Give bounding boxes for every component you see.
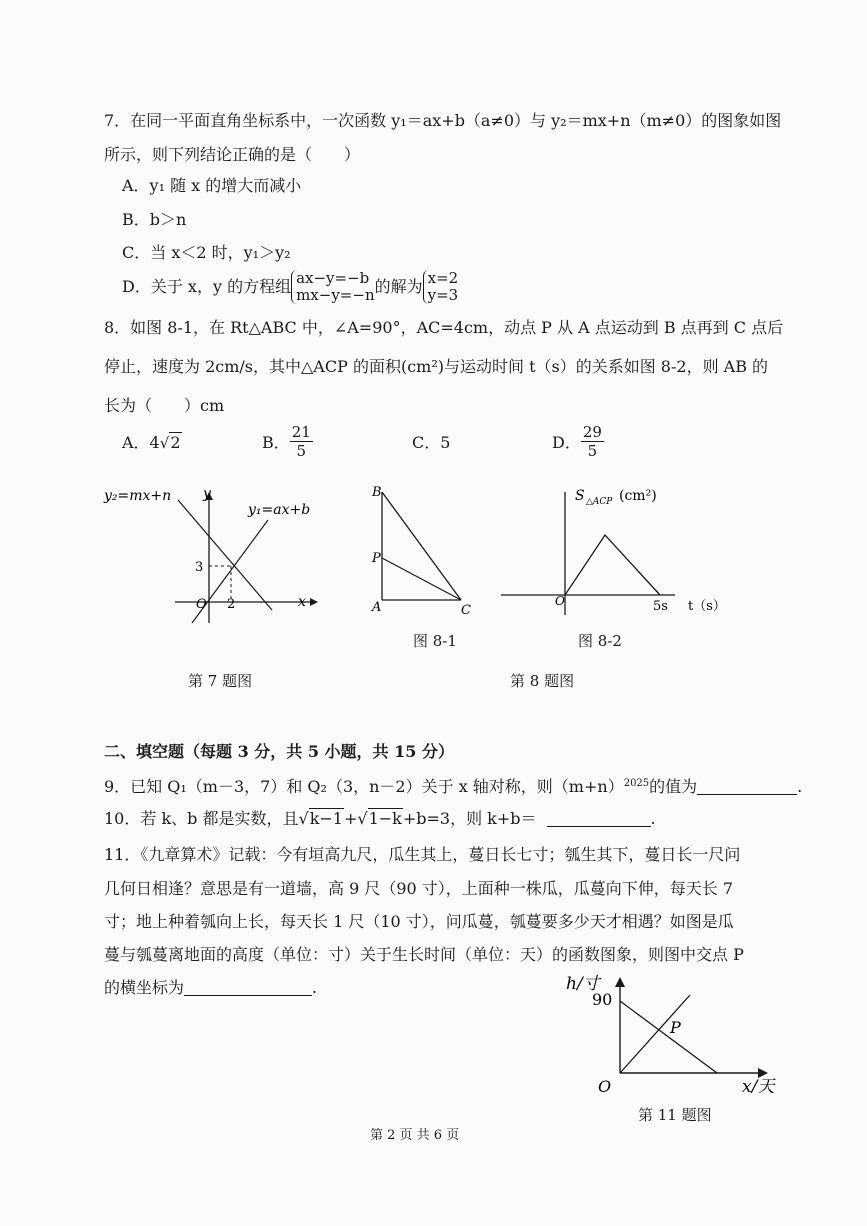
q8-stem-line3: 长为（ ）cm: [104, 396, 225, 415]
q10-tail: +b=3，则 k+b＝: [402, 809, 537, 828]
answer-blank-q9[interactable]: [697, 778, 797, 795]
q7-option-d-prefix: D．关于 x，y 的方程组: [122, 277, 292, 296]
question-9: [104, 774, 802, 797]
segment-pc: [382, 558, 461, 600]
label-s: S: [575, 488, 585, 504]
section-heading: 二、填空题（每题 3 分，共 5 小题，共 15 分）: [104, 742, 454, 761]
q11-line5: [104, 978, 317, 998]
label-2: 2: [227, 597, 236, 612]
q10-root1: k−1: [309, 809, 343, 828]
fig8-caption: 第 8 题图: [510, 672, 575, 690]
label-p: P: [372, 551, 381, 566]
solution-system: [423, 270, 459, 304]
q8-option-b: [262, 423, 313, 460]
q11-line5-text: 的横坐标为: [104, 978, 185, 997]
y-axis-arrow: [615, 977, 625, 987]
q8-option-d-prefix: D．: [552, 433, 581, 452]
label-y-axis: y: [203, 486, 211, 502]
equation-system: [291, 270, 375, 304]
q9-text: 9．已知 Q₁（m－3，7）和 Q₂（3，n－2）关于 x 轴对称，则（m+n）: [104, 777, 624, 796]
label-3: 3: [195, 560, 204, 575]
figure-8-2: [495, 478, 730, 618]
q11-line2: 几何日相逢？意思是有一道墙，高 9 尺（90 寸），上面种一株瓜，瓜蔓向下伸，每天长 7: [104, 879, 734, 898]
label-x-axis: x: [298, 594, 306, 610]
denominator: 5: [587, 442, 598, 460]
q9-end: .: [797, 777, 803, 796]
q7-option-d: [122, 270, 458, 304]
q9-exponent: 2025: [623, 778, 650, 789]
q7-stem-line2: 所示，则下列结论正确的是（ ）: [104, 145, 361, 164]
label-x: x/天: [742, 1077, 775, 1093]
fraction: [581, 423, 604, 460]
label-h: h/寸: [566, 974, 600, 994]
q8-option-a-prefix: A．4: [122, 433, 160, 452]
fig11-caption: 第 11 题图: [638, 1106, 712, 1124]
label-p: P: [670, 1018, 681, 1037]
label-b: B: [372, 485, 382, 500]
q11-end: .: [312, 978, 318, 997]
fraction: [290, 423, 313, 460]
x-axis-arrow: [310, 598, 318, 606]
figure-8-1: [366, 480, 476, 615]
denominator: 5: [296, 442, 307, 460]
figure-11: [560, 965, 790, 1093]
label-o: O: [598, 1077, 612, 1093]
q8-stem-line2: 停止，速度为 2cm/s，其中△ACP 的面积(cm²)与运动时间 t（s）的关系如图 8-2，则 AB 的: [104, 357, 769, 376]
q11-line4: 蔓与瓠蔓离地面的高度（单位：寸）关于生长时间（单位：天）的函数图象，则图中交点 P: [104, 945, 744, 964]
q7-option-d-mid: 的解为: [374, 277, 423, 296]
q10-root2: 1−k: [368, 809, 402, 828]
q8-option-c: C．5: [412, 433, 451, 452]
equation-2: mx−y=−n: [296, 286, 375, 304]
melon-vine-line: [620, 1001, 717, 1073]
label-s-subscript: △ACP: [586, 497, 613, 507]
answer-blank-q11[interactable]: [184, 979, 312, 996]
page-footer: 第 2 页 共 6 页: [370, 1128, 460, 1143]
q7-option-c: C．当 x＜2 时，y₁＞y₂: [122, 243, 291, 262]
q8-option-d: [552, 423, 604, 460]
q10-plus: +: [343, 809, 358, 828]
q11-line3: 寸；地上种着瓠向上长，每天长 1 尺（10 寸），问瓜蔓，瓠蔓要多少天才相遇？如图是瓜: [104, 912, 734, 931]
label-c: C: [461, 603, 471, 615]
area-graph: [565, 535, 660, 595]
answer-blank-q10[interactable]: [547, 810, 651, 827]
equation-1: ax−y=−b: [296, 269, 370, 287]
q10-prefix: 10．若 k、b 都是实数，且: [104, 809, 299, 828]
q8-option-a: A．4√2: [122, 433, 181, 452]
question-10: 10．若 k、b 都是实数，且√k−1+√1−k+b=3，则 k+b＝ .: [104, 809, 656, 828]
q8-option-b-prefix: B．: [262, 433, 290, 452]
label-unit: (cm²): [619, 488, 657, 504]
numerator: 29: [582, 423, 602, 441]
fig7-caption: 第 7 题图: [188, 672, 253, 690]
label-y2: y₂=mx+n: [104, 488, 172, 504]
q7-stem-line1: 7．在同一平面直角坐标系中，一次函数 y₁＝ax+b（a≠0）与 y₂＝mx+n（m≠0）的图象如图: [104, 111, 782, 130]
q10-end: .: [650, 809, 656, 828]
numerator: 21: [291, 423, 311, 441]
label-t: t（s）: [688, 599, 726, 614]
q9-tail: 的值为: [649, 777, 698, 796]
side-bc: [382, 492, 461, 600]
q7-option-b: B．b＞n: [122, 210, 187, 229]
q8-option-a-root: 2: [170, 433, 181, 452]
solution-y: y=3: [427, 286, 459, 304]
q7-option-a: A．y₁ 随 x 的增大而减小: [122, 176, 302, 195]
q8-stem-line1: 8．如图 8-1，在 Rt△ABC 中，∠A=90°，AC=4cm，动点 P 从 A 点运动到 B 点再到 C 点后: [104, 318, 784, 337]
fig81-caption: 图 8-1: [413, 632, 457, 650]
label-90: 90: [592, 990, 613, 1009]
label-y1: y₁=ax+b: [248, 502, 311, 518]
fig82-caption: 图 8-2: [578, 632, 622, 650]
solution-x: x=2: [427, 269, 459, 287]
label-origin: O: [555, 594, 565, 608]
label-a: A: [372, 600, 382, 615]
label-origin: O: [196, 597, 207, 612]
q11-line1: 11．《九章算术》记载：今有垣高九尺，瓜生其上，蔓日长七寸；瓠生其下，蔓日长一尺问: [104, 845, 741, 864]
figure-7: [100, 478, 340, 638]
label-5s: 5s: [653, 599, 668, 614]
